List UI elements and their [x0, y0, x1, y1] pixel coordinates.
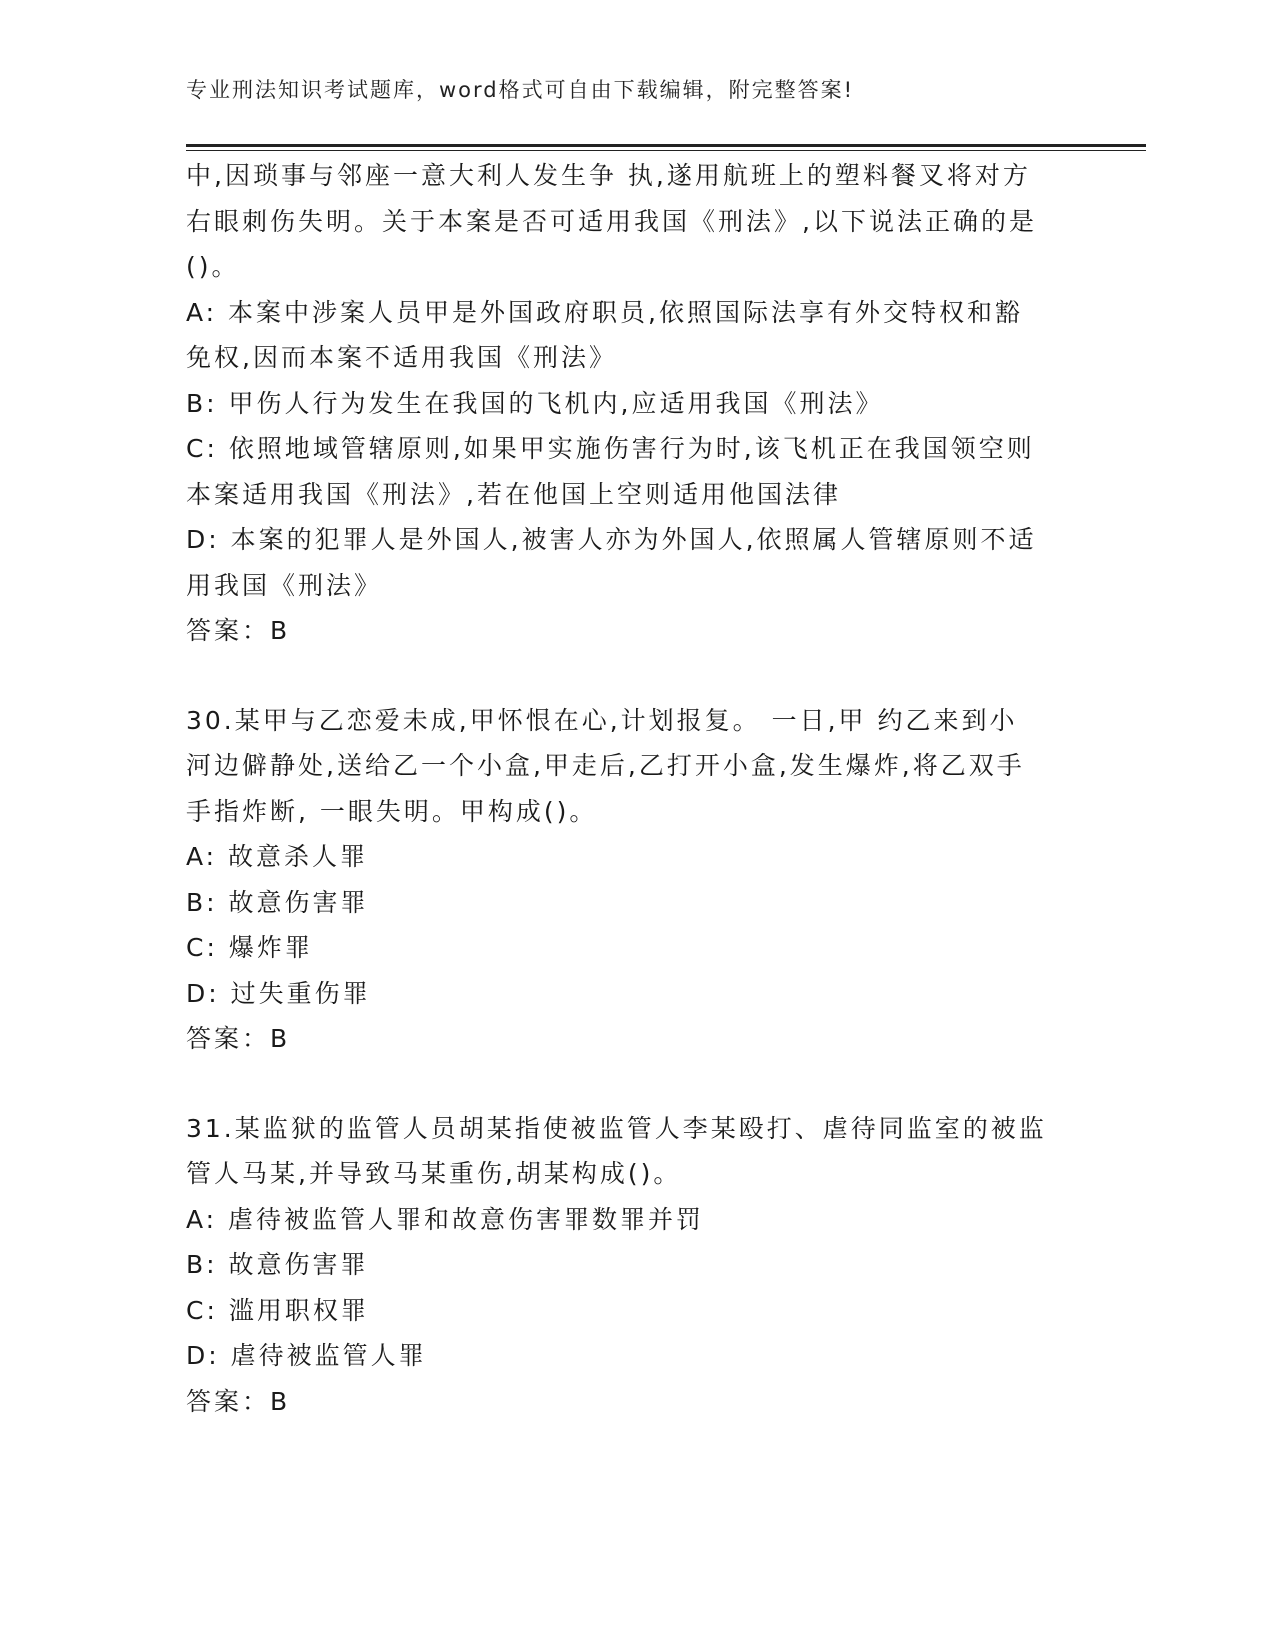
question-31	[186, 1106, 1086, 1425]
spacer	[186, 654, 1086, 698]
question-stem-line: 右眼刺伤失明。关于本案是否可适用我国《刑法》,以下说法正确的是	[186, 206, 1037, 236]
header-rule-thick	[186, 144, 1146, 147]
option-d: D: 虐待被监管人罪	[186, 1341, 427, 1370]
option-a-cont: 免权,因而本案不适用我国《刑法》	[186, 343, 617, 372]
page-header: 专业刑法知识考试题库，word格式可自由下载编辑，附完整答案!	[186, 78, 855, 102]
answer: 答案：B	[186, 1024, 291, 1053]
answer: 答案：B	[186, 616, 291, 645]
option-c: C: 爆炸罪	[186, 933, 313, 962]
option-a: A: 故意杀人罪	[186, 842, 369, 871]
option-d: D: 本案的犯罪人是外国人,被害人亦为外国人,依照属人管辖原则不适	[186, 525, 1037, 554]
question-30	[186, 698, 1086, 1062]
option-a: A: 虐待被监管人罪和故意伤害罪数罪并罚	[186, 1204, 705, 1234]
option-b: B: 故意伤害罪	[186, 1250, 369, 1279]
question-stem-line: 河边僻静处,送给乙一个小盒,甲走后,乙打开小盒,发生爆炸,将乙双手	[186, 751, 1025, 780]
question-stem-line: 管人马某,并导致马某重伤,胡某构成()。	[186, 1159, 682, 1188]
question-stem-line: 31.某监狱的监管人员胡某指使被监管人李某殴打、虐待同监室的被监	[186, 1113, 1047, 1143]
question-stem-line: 手指炸断, 一眼失明。甲构成()。	[186, 796, 598, 826]
question-stem-line: 中,因琐事与邻座一意大利人发生争 执,遂用航班上的塑料餐叉将对方	[186, 161, 1031, 190]
option-c: C: 依照地域管辖原则,如果甲实施伤害行为时,该飞机正在我国领空则	[186, 434, 1035, 463]
option-c: C: 滥用职权罪	[186, 1295, 369, 1325]
option-d-cont: 用我国《刑法》	[186, 570, 383, 600]
header-rule-thin	[186, 150, 1146, 151]
option-b: B: 故意伤害罪	[186, 887, 369, 917]
question-29	[186, 153, 1086, 654]
option-c-cont: 本案适用我国《刑法》,若在他国上空则适用他国法律	[186, 479, 841, 509]
option-b: B: 甲伤人行为发生在我国的飞机内,应适用我国《刑法》	[186, 388, 884, 418]
question-stem-line: ()。	[186, 252, 240, 281]
question-content	[186, 153, 1086, 1424]
option-a: A: 本案中涉案人员甲是外国政府职员,依照国际法享有外交特权和豁	[186, 297, 1023, 327]
spacer	[186, 1062, 1086, 1106]
question-stem-line: 30.某甲与乙恋爱未成,甲怀恨在心,计划报复。 一日,甲 约乙来到小	[186, 705, 1018, 735]
answer: 答案：B	[186, 1386, 291, 1416]
option-d: D: 过失重伤罪	[186, 978, 371, 1008]
